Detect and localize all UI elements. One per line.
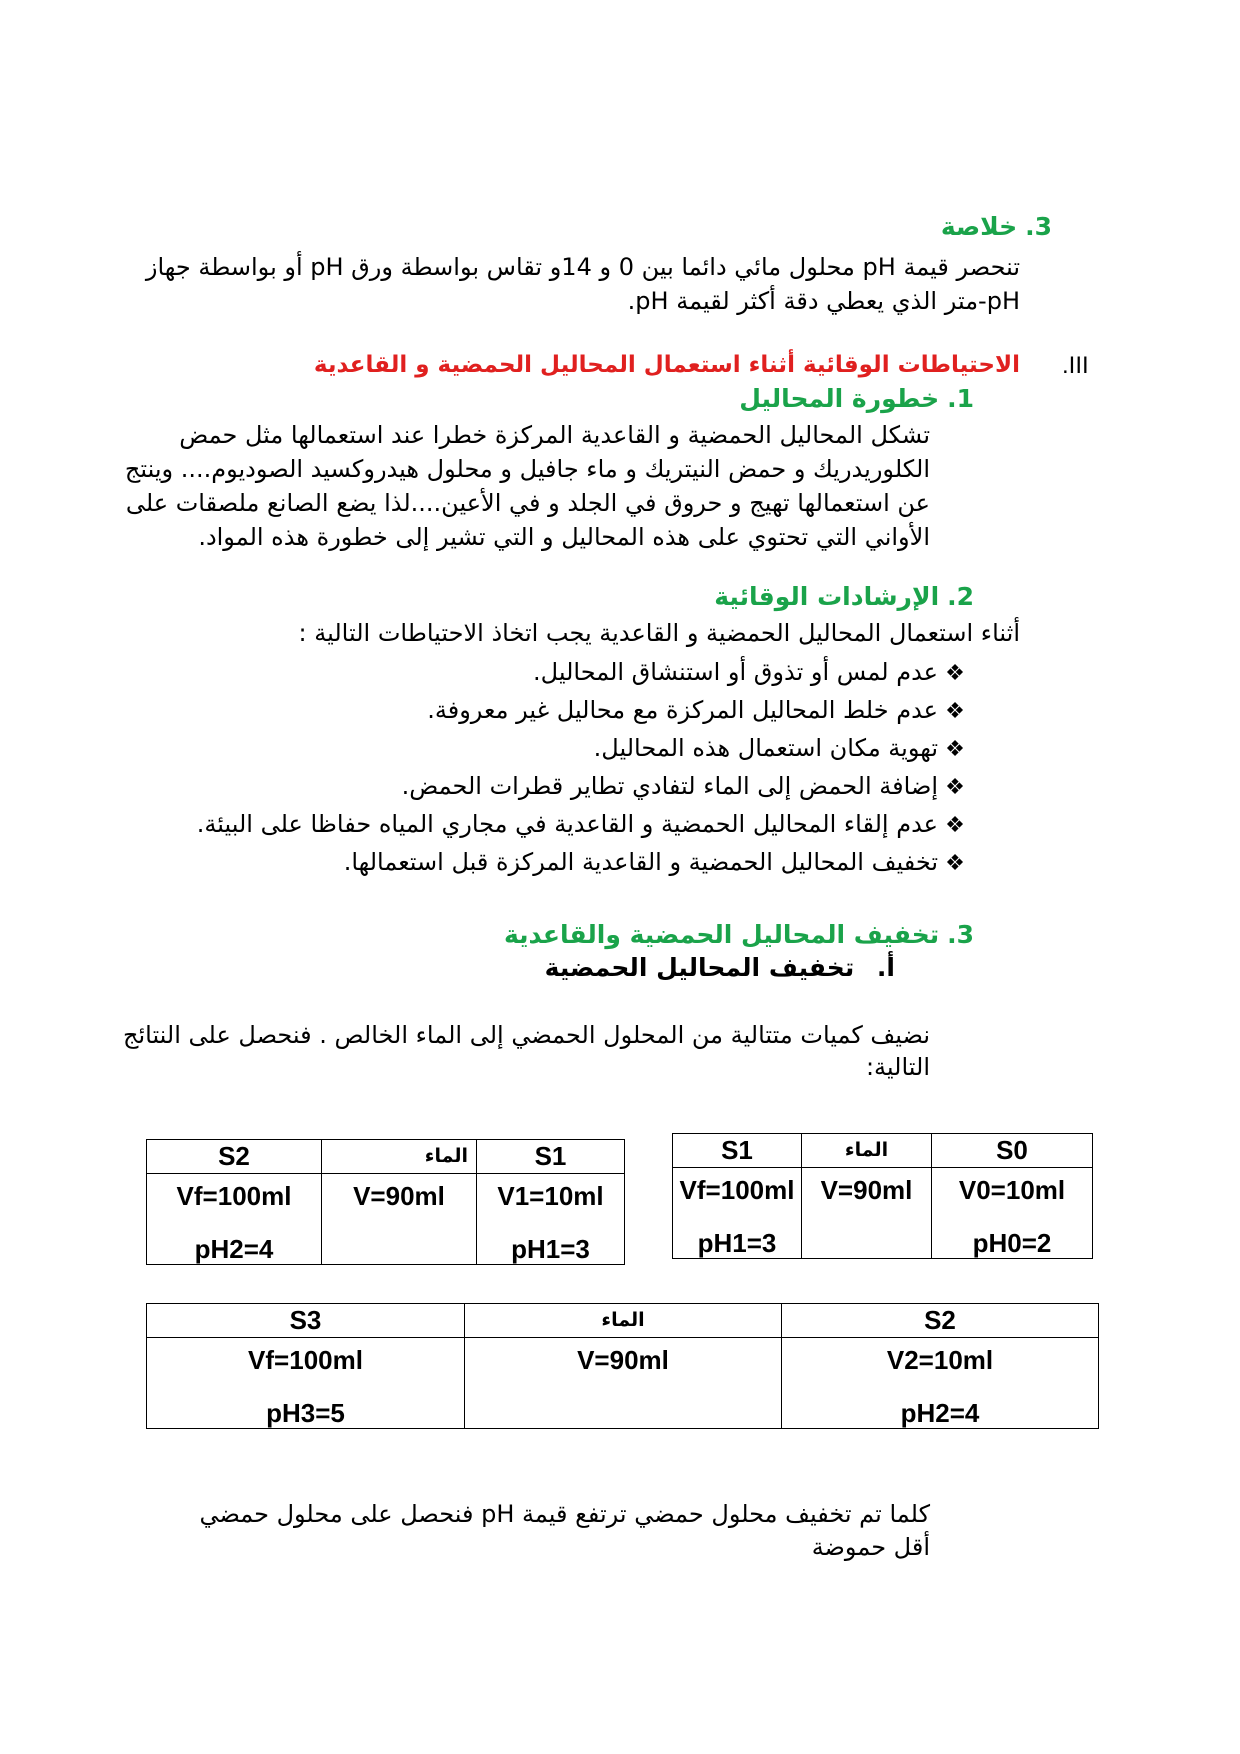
guideline-text: تهوية مكان استعمال هذه المحاليل. [593,734,938,762]
danger-line: الأواني التي تحتوي على هذه المحاليل و التي تشير إلى خطورة هذه المواد. [198,523,930,551]
guideline-text: تخفيف المحاليل الحمضية و القاعدية المركزة قبل استعمالها. [343,848,938,876]
table-header-water: الماء [465,1304,782,1338]
guideline-text: عدم خلط المحاليل المركزة مع محاليل غير معروفة. [427,696,938,724]
dilution-table-s1-s2 [146,1139,625,1265]
table-cell: Vf=100ml pH2=4 [147,1174,322,1265]
table-header: S1 [477,1140,625,1174]
guidelines-heading [714,582,974,611]
table-header: S3 [147,1304,465,1338]
diamond-bullet-icon: ❖ [945,737,965,762]
section-title: الاحتياطات الوقائية أثناء استعمال المحاليل الحمضية و القاعدية [313,352,1020,378]
table-cell: V2=10ml pH2=4 [782,1338,1099,1429]
table-header: S2 [782,1304,1099,1338]
table-cell: V=90ml [802,1168,932,1259]
subheading-letter: أ. [876,953,895,982]
guidelines-intro: أثناء استعمال المحاليل الحمضية و القاعدية يجب اتخاذ الاحتياطات التالية : [298,619,1020,647]
diamond-bullet-icon: ❖ [945,851,965,876]
danger-line: الكلوريدريك و حمض النيتريك و ماء جافيل و محلول هيدروكسيد الصوديوم.... وينتج [124,455,930,483]
final-line-1: كلما تم تخفيف محلول حمضي ترتفع قيمة pH فنحصل على محلول حمضي [199,1500,930,1528]
table-cell: V=90ml [465,1338,782,1429]
dilution-table-s2-s3 [146,1303,1099,1429]
guideline-text: إضافة الحمض إلى الماء لتفادي تطاير قطرات الحمض. [401,772,938,800]
subheading-title: تخفيف المحاليل الحمضية [544,953,855,982]
diamond-bullet-icon: ❖ [945,699,965,724]
diamond-bullet-icon: ❖ [945,813,965,838]
diamond-bullet-icon: ❖ [945,775,965,800]
danger-line: تشكل المحاليل الحمضية و القاعدية المركزة خطرا عند استعمالها مثل حمض [179,421,930,449]
list-item [152,692,972,730]
table-header: S1 [673,1134,802,1168]
dilution-text-line-1: نضيف كميات متتالية من المحلول الحمضي إلى الماء الخالص . فنحصل على النتائج [122,1021,930,1049]
dilution-table-s0-s1 [672,1133,1093,1259]
danger-paragraph [124,418,930,554]
dilution-title: تخفيف المحاليل الحمضية والقاعدية [503,920,940,949]
conclusion-title: خلاصة [940,212,1018,241]
danger-title: خطورة المحاليل [739,384,940,413]
conclusion-line-1: تنحصر قيمة pH محلول مائي دائما بين 0 و 14و تقاس بواسطة ورق pH أو بواسطة جهاز [145,253,1020,281]
list-item [152,768,972,806]
conclusion-number: 3. [1025,212,1052,241]
list-item [152,654,972,692]
diamond-bullet-icon: ❖ [945,661,965,686]
dilution-text-line-2: التالية: [865,1053,930,1081]
table-header: S0 [932,1134,1093,1168]
dilution-subheading [545,953,895,982]
table-header-water: الماء [322,1140,477,1174]
guideline-text: عدم إلقاء المحاليل الحمضية و القاعدية في مجاري المياه حفاظا على البيئة. [196,810,938,838]
conclusion-line-2: pH-متر الذي يعطي دقة أكثر لقيمة pH. [627,287,1020,315]
guidelines-title: الإرشادات الوقائية [714,582,940,611]
danger-heading [739,384,974,413]
section-roman-numeral: III. [1062,352,1089,379]
list-item [152,806,972,844]
danger-number: 1. [947,384,974,413]
table-cell: V1=10ml pH1=3 [477,1174,625,1265]
list-item [152,730,972,768]
table-cell: Vf=100ml pH1=3 [673,1168,802,1259]
danger-line: عن استعمالها تهيج و حروق في الجلد و في الأعين....لذا يضع الصانع ملصقات على [125,489,930,517]
list-item [152,844,972,882]
table-cell: V=90ml [322,1174,477,1265]
guidelines-list [152,654,972,882]
dilution-heading [504,920,974,949]
table-cell: V0=10ml pH0=2 [932,1168,1093,1259]
table-header: S2 [147,1140,322,1174]
guideline-text: عدم لمس أو تذوق أو استنشاق المحاليل. [533,658,938,686]
dilution-number: 3. [947,920,974,949]
table-header-water: الماء [802,1134,932,1168]
conclusion-heading [941,212,1052,241]
final-line-2: أقل حموضة [811,1533,930,1561]
table-cell: Vf=100ml pH3=5 [147,1338,465,1429]
guidelines-number: 2. [947,582,974,611]
